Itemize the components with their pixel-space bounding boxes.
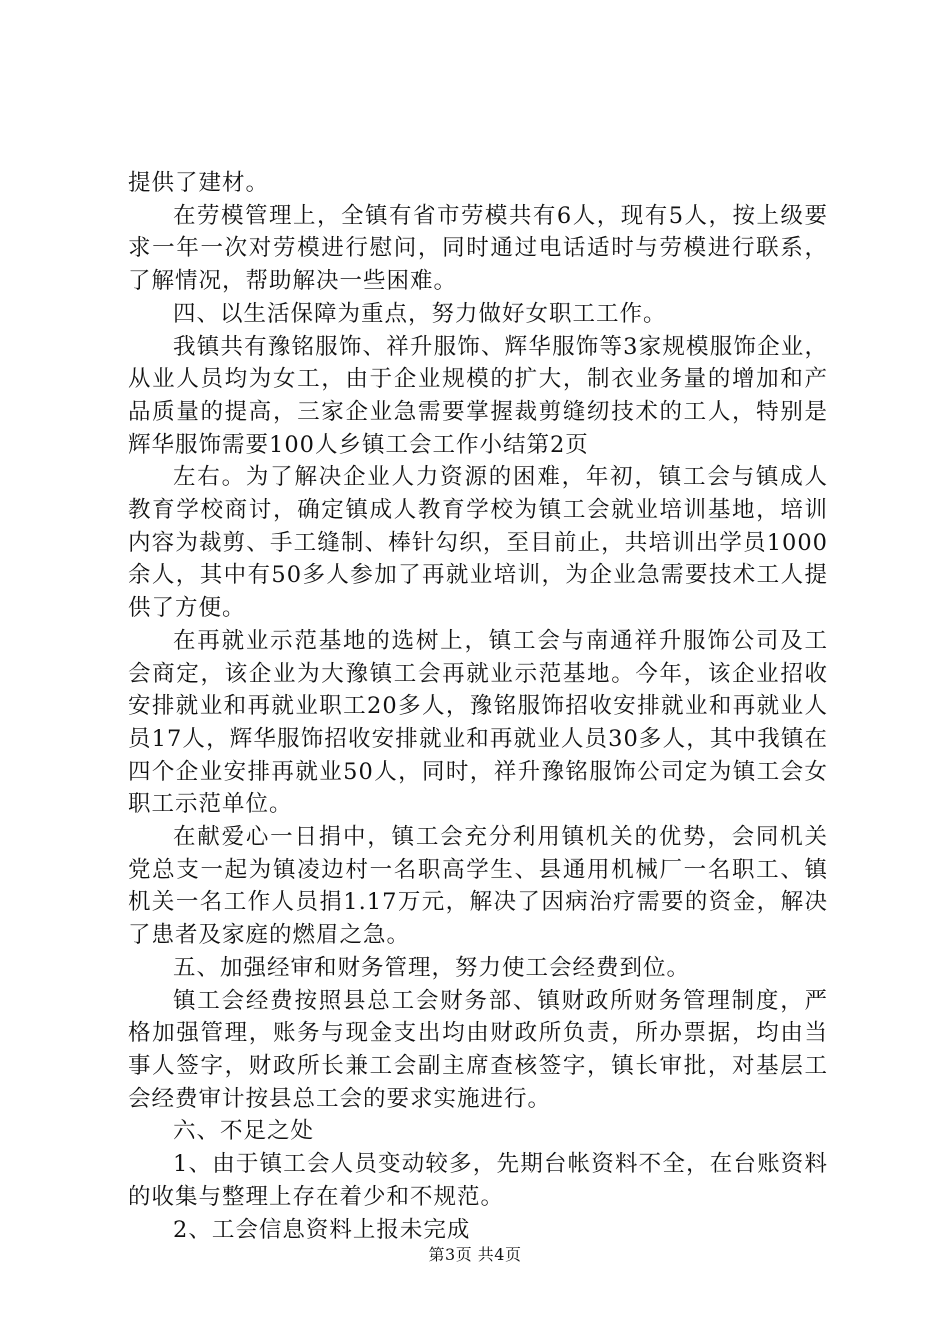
paragraph-garment-enterprises: 我镇共有豫铭服饰、祥升服饰、辉华服饰等3家规模服饰企业，从业人员均为女工，由于企业规模的扩大，制衣业务量的增加和产品质量的提高，三家企业急需要掌握裁剪缝纫技术的工人，特别是辉华服饰需要100人乡镇工会工作小结第2页	[128, 333, 828, 458]
paragraph-labor-model: 在劳模管理上，全镇有省市劳模共有6人，现有5人，按上级要求一年一次对劳模进行慰问，同时通过电话适时与劳模进行联系，了解情况，帮助解决一些困难。	[128, 202, 828, 295]
paragraph-reemployment-demo: 在再就业示范基地的选树上，镇工会与南通祥升服饰公司及工会商定，该企业为大豫镇工会再就业示范基地。今年，该企业招收安排就业和再就业职工20多人，豫铭服饰招收安排就业和再就业人员17人，辉华服饰招收安排就业和再就业人员30多人，其中我镇在四个企业安排再就业50人，同时，祥升豫铭服饰公司定为镇工会女职工示范单位。	[128, 627, 828, 818]
page-footer: 第3页 共4页	[428, 1245, 522, 1264]
section-heading-5: 五、加强经审和财务管理，努力使工会经费到位。	[173, 954, 691, 981]
document-body	[128, 167, 828, 1246]
paragraph-shortcoming-1: 1、由于镇工会人员变动较多，先期台帐资料不全，在台账资料的收集与整理上存在着少和不规范。	[128, 1151, 828, 1210]
paragraph-finance-management: 镇工会经费按照县总工会财务部、镇财政所财务管理制度，严格加强管理，账务与现金支出均由财政所负责，所办票据，均由当事人签字，财政所长兼工会副主席查核签字，镇长审批，对基层工会经费审计按县总工会的要求实施进行。	[128, 987, 828, 1112]
paragraph-charity-donation: 在献爱心一日捐中，镇工会充分利用镇机关的优势，会同机关党总支一起为镇凌边村一名职高学生、县通用机械厂一名职工、镇机关一名工作人员捐1.17万元，解决了因病治疗需要的资金，解决了患者及家庭的燃眉之急。	[128, 824, 828, 949]
paragraph-continuation: 提供了建材。	[128, 170, 270, 196]
section-heading-4: 四、以生活保障为重点，努力做好女职工工作。	[173, 300, 667, 327]
paragraph-training-base: 左右。为了解决企业人力资源的困难，年初，镇工会与镇成人教育学校商讨，确定镇成人教育学校为镇工会就业培训基地，培训内容为裁剪、手工缝制、棒针勾织，至目前止，共培训出学员1000余人，其中有50多人参加了再就业培训，为企业急需要技术工人提供了方便。	[128, 464, 828, 622]
paragraph-shortcoming-2: 2、工会信息资料上报未完成	[173, 1216, 471, 1243]
section-heading-6: 六、不足之处	[173, 1118, 315, 1145]
